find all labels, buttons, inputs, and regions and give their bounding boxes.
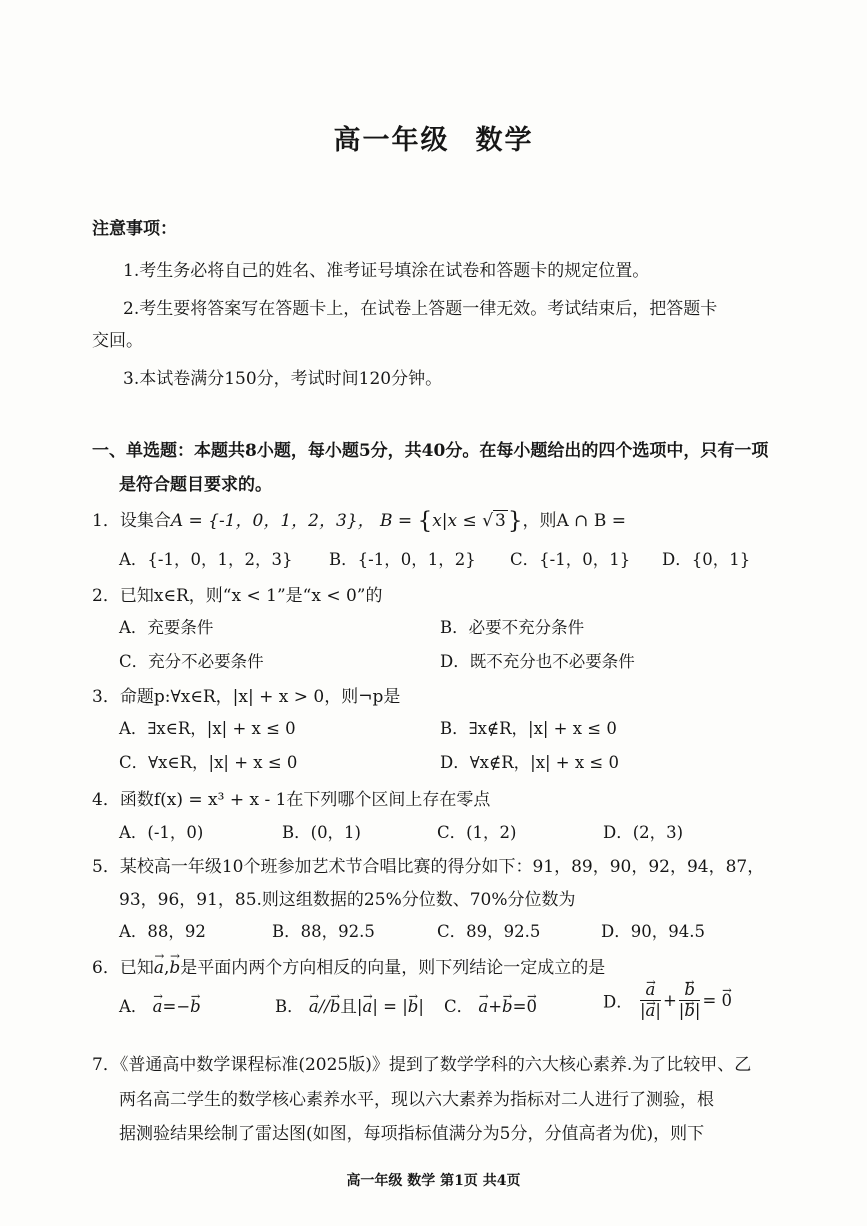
q5-option-a[interactable]: A．88，92 xyxy=(119,922,206,941)
right-brace: } xyxy=(507,508,523,534)
zero-vector: → 0 xyxy=(526,997,537,1016)
notice-item-3: 3.本试卷满分150分，考试时间120分钟。 xyxy=(123,369,443,389)
title-subject: 数学 xyxy=(475,125,534,156)
notice-item-2-line-2: 交回。 xyxy=(92,331,143,351)
q4-option-a[interactable]: A．(-1，0) xyxy=(119,823,204,842)
q3-option-c[interactable]: C．∀x∈R，|x| + x ≤ 0 xyxy=(119,753,298,772)
notice-item-1: 1.考生务必将自己的姓名、准考证号填涂在试卷和答题卡的规定位置。 xyxy=(123,261,650,281)
question-7-number: 7． xyxy=(92,1055,120,1075)
vector-a: → a xyxy=(362,997,372,1016)
vector-a: → a xyxy=(646,1001,656,1020)
vector-b: → b xyxy=(502,997,513,1016)
question-1-number: 1． xyxy=(92,511,120,531)
q5-option-c[interactable]: C．89，92.5 xyxy=(437,922,541,941)
question-5-stem-line-1 xyxy=(92,852,764,877)
question-1-tail: ，则A ∩ B = xyxy=(522,511,626,531)
question-1-stem xyxy=(92,506,626,534)
set-a: A = {-1，0，1，2，3}， xyxy=(170,511,375,531)
question-4-stem xyxy=(92,785,490,810)
page-title xyxy=(0,118,867,157)
vector-b: → b xyxy=(190,997,201,1016)
q1-option-d[interactable]: D．{0，1} xyxy=(662,550,751,569)
option-label: A． xyxy=(119,997,148,1016)
fraction-b: → $\frac{b}{|\to b|}$ xyxy=(679,980,701,1021)
question-5-text: 某校高一年级10个班参加艺术节合唱比赛的得分如下：91，89，90，92，94，87， xyxy=(119,857,765,877)
q2-option-c[interactable]: C．充分不必要条件 xyxy=(119,652,264,671)
sqrt-argument: 3 xyxy=(495,511,506,531)
q2-option-a[interactable]: A．充要条件 xyxy=(119,618,214,637)
question-2-number: 2． xyxy=(92,586,120,606)
question-2-stem xyxy=(92,581,382,606)
q3-option-d[interactable]: D．∀x∉R，|x| + x ≤ 0 xyxy=(440,753,619,772)
sqrt-symbol: √ xyxy=(482,511,494,531)
vector-b: → b xyxy=(169,958,180,978)
vector-a: → a xyxy=(153,997,163,1016)
q5-option-d[interactable]: D．90，94.5 xyxy=(601,922,705,941)
question-6-text-pre: 已知 xyxy=(119,958,154,978)
question-5-stem-line-2: 93，96，91，85.则这组数据的25%分位数、70%分位数为 xyxy=(119,890,576,910)
question-6-stem: 6．已知→ a,→ b是平面内两个方向相反的向量，则下列结论一定成立的是 xyxy=(92,953,605,978)
vector-b: → b xyxy=(684,1001,695,1020)
q3-option-a[interactable]: A．∃x∈R，|x| + x ≤ 0 xyxy=(119,719,296,738)
zero-vector: → 0 xyxy=(722,991,733,1010)
question-4-number: 4． xyxy=(92,790,120,810)
vector-a: → a xyxy=(154,958,164,978)
q4-option-c[interactable]: C．(1，2) xyxy=(437,823,517,842)
question-4-text: 函数f(x) = x³ + x - 1在下列哪个区间上存在零点 xyxy=(119,790,491,810)
set-b-label: B = xyxy=(380,511,413,531)
question-1-text: 设集合 xyxy=(119,511,171,531)
vector-b: → b xyxy=(330,997,341,1016)
q1-option-c[interactable]: C．{-1，0，1} xyxy=(510,550,631,569)
q6-option-a[interactable]: A． → a=−→ b xyxy=(119,993,201,1017)
section-1-heading-line-2: 是符合题目要求的。 xyxy=(119,475,272,495)
q6-option-d[interactable]: D． → $\frac{a}{|\to a|}$ + → $\frac{b}{|\to b|}$ = → 0 xyxy=(603,980,732,1021)
q3-option-b[interactable]: B．∃x∉R，|x| + x ≤ 0 xyxy=(440,719,617,738)
question-6-text-post: 是平面内两个方向相反的向量，则下列结论一定成立的是 xyxy=(180,958,606,978)
q2-option-d[interactable]: D．既不充分也不必要条件 xyxy=(440,652,635,671)
q1-option-b[interactable]: B．{-1，0，1，2} xyxy=(329,550,476,569)
left-brace: { xyxy=(417,508,433,534)
fraction-a: → $\frac{a}{|\to a|}$ xyxy=(640,980,661,1021)
question-3-text: 命题p:∀x∈R，|x| + x > 0，则¬p是 xyxy=(119,687,401,707)
question-7-text: 《普通高中数学课程标准(2025版)》提到了数学学科的六大核心素养.为了比较甲、乙 xyxy=(119,1055,752,1075)
vector-a: → a xyxy=(478,997,488,1016)
conjunction: 且 xyxy=(340,997,357,1016)
q2-option-b[interactable]: B．必要不充分条件 xyxy=(440,618,585,637)
vector-a: → a xyxy=(646,980,656,999)
question-7-line-1 xyxy=(92,1050,751,1075)
question-2-text: 已知x∈R，则“x < 1”是“x < 0”的 xyxy=(119,586,383,606)
question-5-number: 5． xyxy=(92,857,120,877)
question-6-number: 6． xyxy=(92,958,120,978)
question-3-stem xyxy=(92,682,400,707)
vector-a: → a xyxy=(309,997,319,1016)
notice-heading: 注意事项： xyxy=(92,219,177,239)
q6-option-b[interactable]: B． → a//→ b且|→ a| = |→ b| xyxy=(275,993,424,1017)
question-3-number: 3． xyxy=(92,687,120,707)
vector-b: → b xyxy=(408,997,419,1016)
option-label: C． xyxy=(444,997,474,1016)
option-label: B． xyxy=(275,997,304,1016)
section-1-heading-line-1: 一、单选题：本题共8小题，每小题5分，共40分。在每小题给出的四个选项中，只有一项 xyxy=(92,441,769,461)
q6-option-c[interactable]: C． → a+→ b=→ 0 xyxy=(444,993,537,1017)
notice-item-2-line-1: 2.考生要将答案写在答题卡上，在试卷上答题一律无效。考试结束后，把答题卡 xyxy=(123,299,718,319)
title-grade: 高一年级 xyxy=(333,125,450,156)
vector-b: → b xyxy=(684,980,695,999)
page-footer: 高一年级 数学 第1页 共4页 xyxy=(346,1173,521,1189)
set-b-condition: x|x ≤ xyxy=(432,511,477,531)
q5-option-b[interactable]: B．88，92.5 xyxy=(272,922,375,941)
q1-option-a[interactable]: A．{-1，0，1，2，3} xyxy=(119,550,293,569)
q4-option-b[interactable]: B．(0，1) xyxy=(282,823,361,842)
q4-option-d[interactable]: D．(2，3) xyxy=(603,823,684,842)
question-7-line-2: 两名高二学生的数学核心素养水平，现以六大素养为指标对二人进行了测验，根 xyxy=(119,1090,714,1110)
question-7-line-3: 据测验结果绘制了雷达图(如图，每项指标值满分为5分，分值高者为优)，则下 xyxy=(119,1124,705,1144)
option-label: D． xyxy=(603,992,633,1012)
